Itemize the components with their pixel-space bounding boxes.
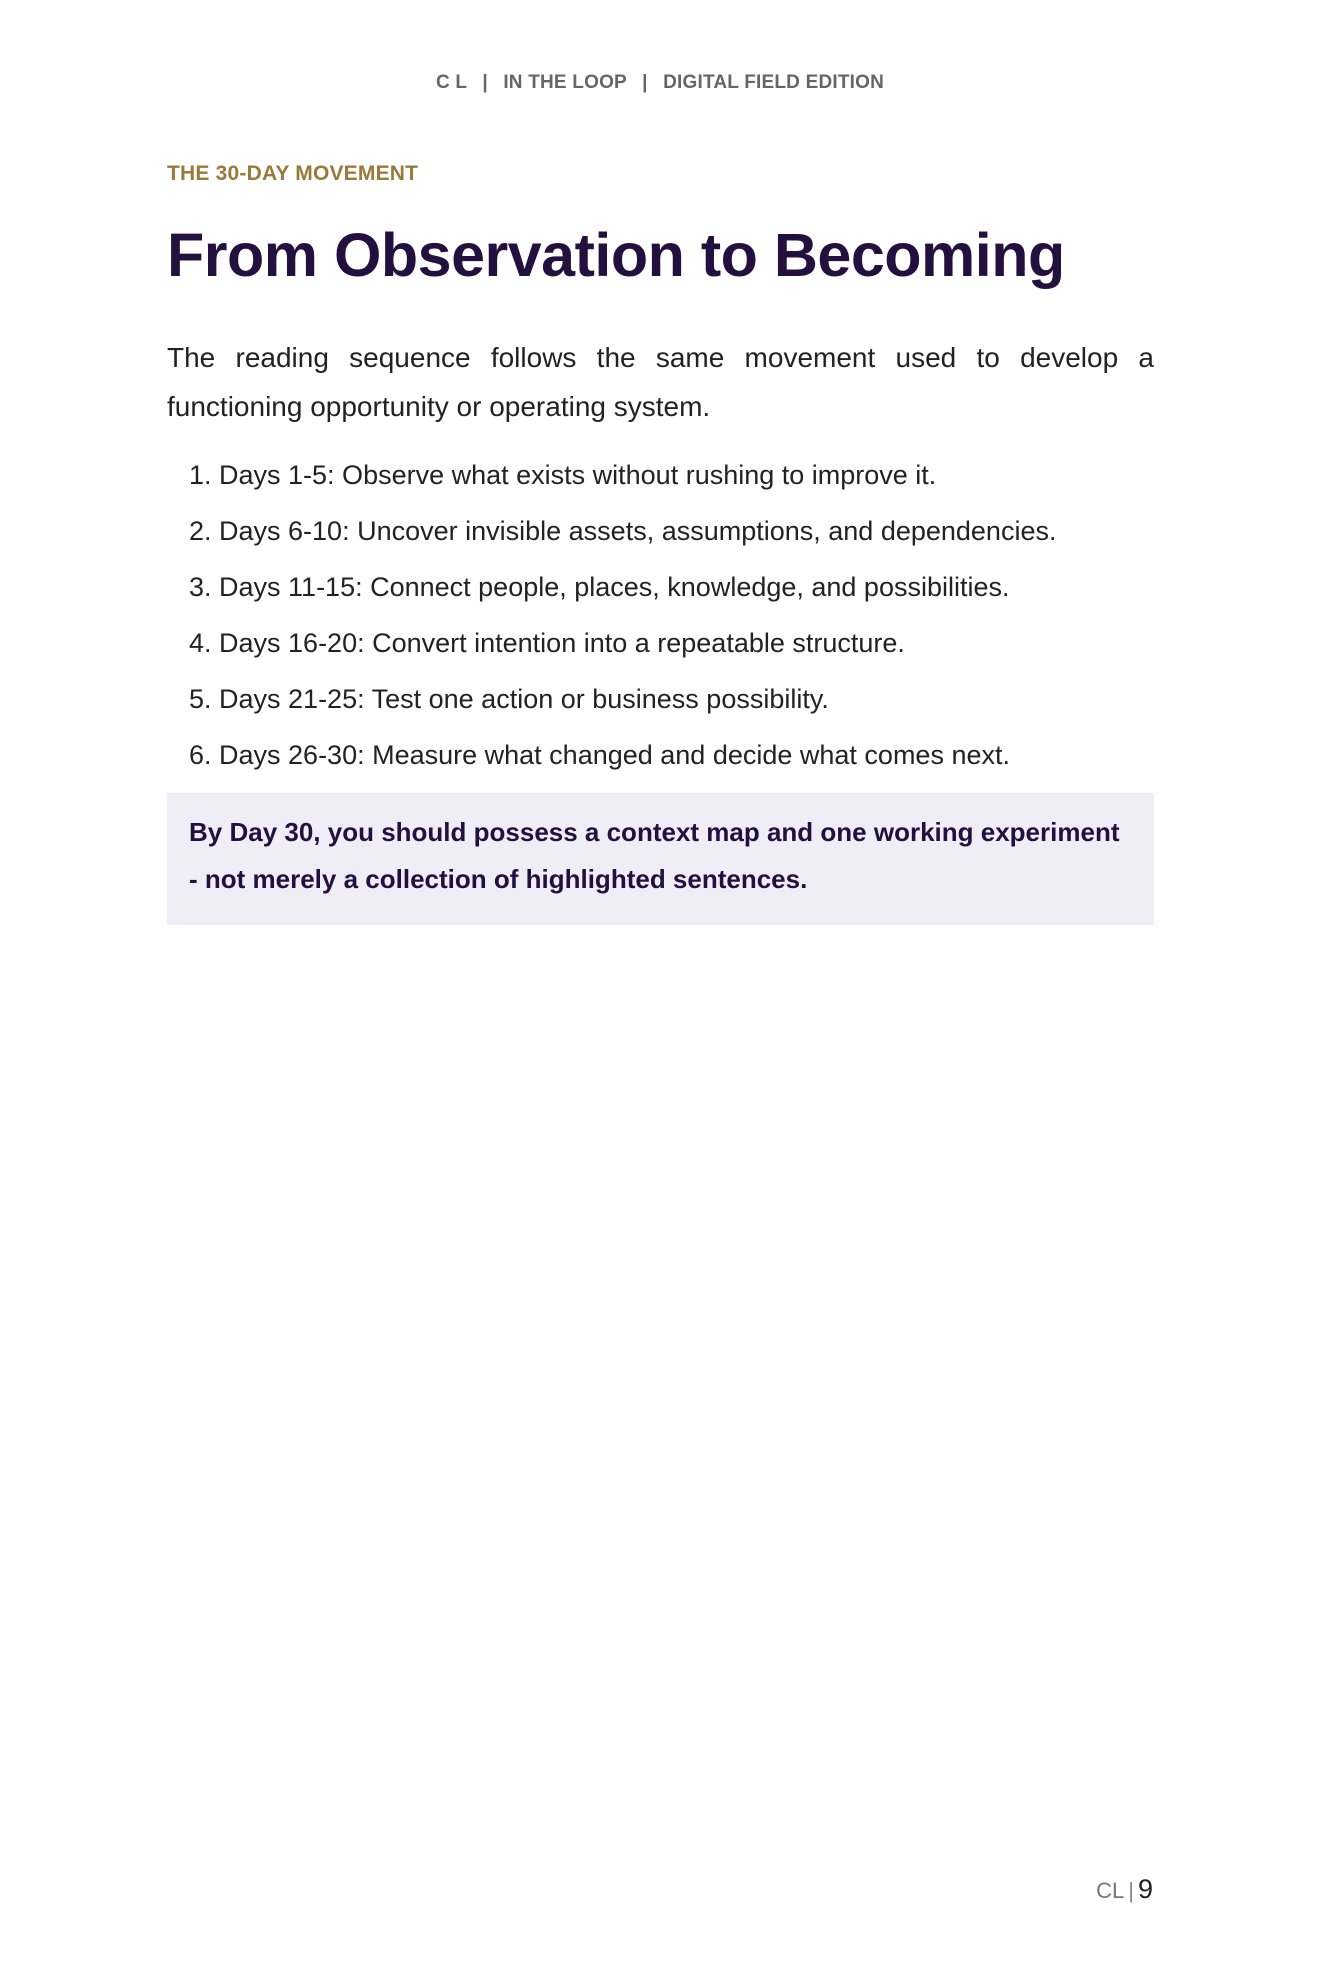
callout-box xyxy=(167,793,1154,925)
running-header xyxy=(0,72,1320,94)
footer-separator: | xyxy=(1128,1878,1134,1903)
header-separator: | xyxy=(642,72,648,93)
list-item: 1. Days 1-5: Observe what exists without rushing to improve it. xyxy=(189,460,937,491)
intro-paragraph: The reading sequence follows the same movement used to develop a functioning opportunity or operating system. xyxy=(167,342,1154,423)
list-item: 2. Days 6-10: Uncover invisible assets, assumptions, and dependencies. xyxy=(189,516,1057,547)
list-item: 5. Days 21-25: Test one action or business possibility. xyxy=(189,684,829,715)
callout-text: By Day 30, you should possess a context map and one working experiment - not merely a collection of highlighted sentences. xyxy=(189,817,1120,895)
footer-label: CL xyxy=(1096,1878,1125,1903)
page-content xyxy=(167,160,1154,925)
list-item: 3. Days 11-15: Connect people, places, knowledge, and possibilities. xyxy=(189,572,1010,603)
page-title: From Observation to Becoming xyxy=(167,221,1065,289)
section-kicker: THE 30-DAY MOVEMENT xyxy=(167,162,419,185)
list-item: 6. Days 26-30: Measure what changed and decide what comes next. xyxy=(189,740,1010,771)
header-separator: | xyxy=(482,72,488,93)
header-brand: C L xyxy=(435,72,467,93)
header-publication: IN THE LOOP xyxy=(503,72,627,93)
page-footer xyxy=(1096,1874,1153,1905)
page-number: 9 xyxy=(1137,1874,1153,1904)
list-item: 4. Days 16-20: Convert intention into a repeatable structure. xyxy=(189,628,905,659)
steps-list xyxy=(167,457,1154,773)
header-edition: DIGITAL FIELD EDITION xyxy=(663,72,885,93)
